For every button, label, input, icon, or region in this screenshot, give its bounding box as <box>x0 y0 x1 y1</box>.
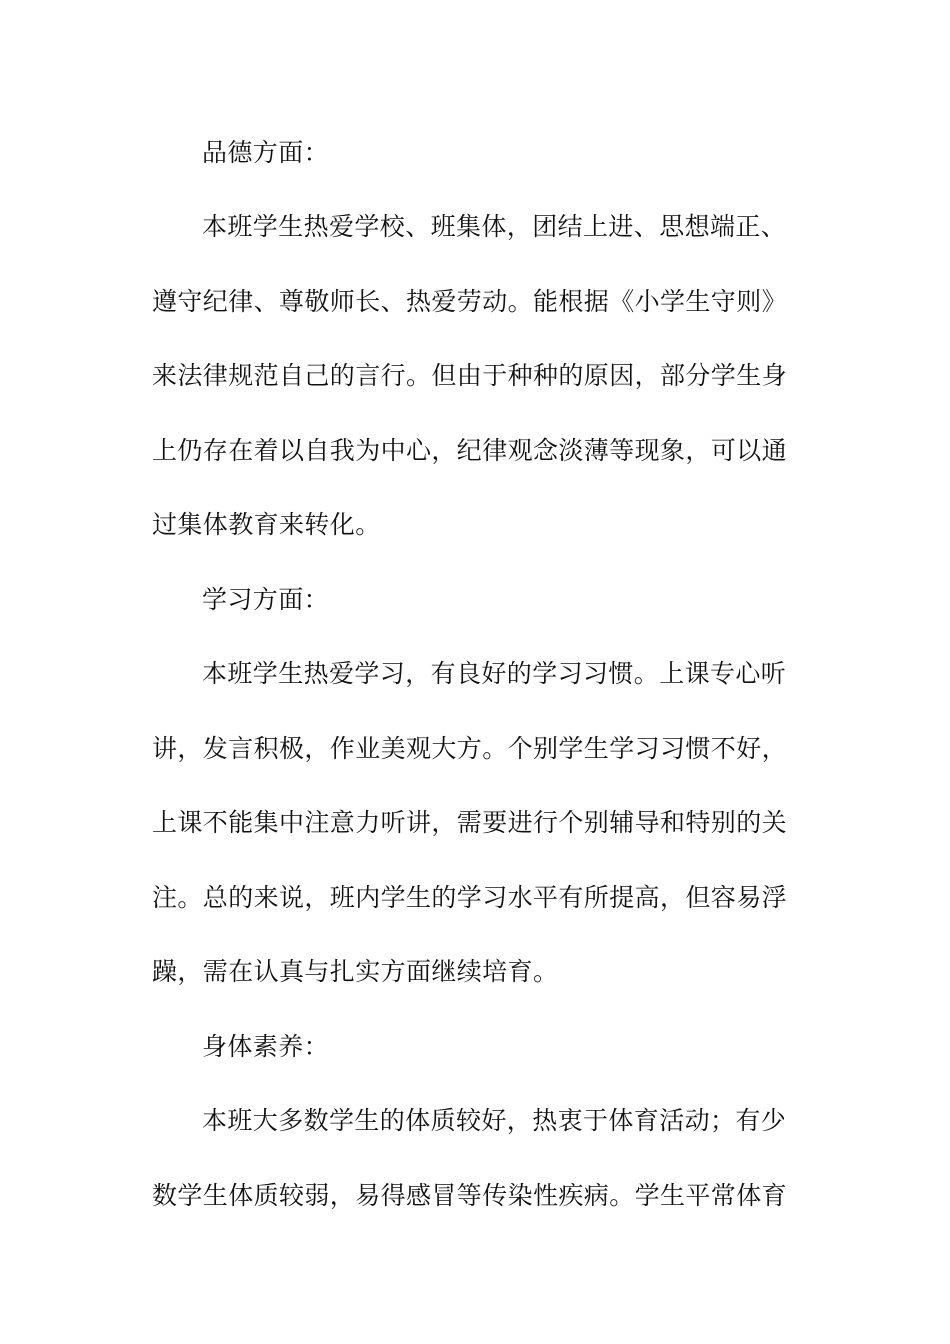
heading-physical: 身体素养： <box>202 1032 330 1061</box>
paragraph-line: 本班学生热爱学习，有良好的学习习惯。上课专心听 <box>202 659 787 688</box>
paragraph-line: 数学生体质较弱，易得感冒等传染性疾病。学生平常体育 <box>152 1181 788 1210</box>
paragraph-line: 本班学生热爱学校、班集体，团结上进、思想端正、 <box>202 212 787 241</box>
paragraph-line: 遵守纪律、尊敬师长、热爱劳动。能根据《小学生守则》 <box>152 287 788 316</box>
heading-study: 学习方面： <box>202 585 330 614</box>
paragraph-line: 躁，需在认真与扎实方面继续培育。 <box>152 957 559 986</box>
paragraph-line: 上仍存在着以自我为中心，纪律观念淡薄等现象，可以通 <box>152 436 788 465</box>
paragraph-line: 上课不能集中注意力听讲，需要进行个别辅导和特别的关 <box>152 808 788 837</box>
paragraph-line: 注。总的来说，班内学生的学习水平有所提高，但容易浮 <box>152 883 788 912</box>
heading-moral: 品德方面： <box>202 138 330 167</box>
paragraph-line: 过集体教育来转化。 <box>152 510 381 539</box>
paragraph-line: 讲，发言积极，作业美观大方。个别学生学习习惯不好， <box>152 734 788 763</box>
paragraph-line: 本班大多数学生的体质较好，热衷于体育活动；有少 <box>202 1106 787 1135</box>
paragraph-line: 来法律规范自己的言行。但由于种种的原因，部分学生身 <box>152 361 788 390</box>
